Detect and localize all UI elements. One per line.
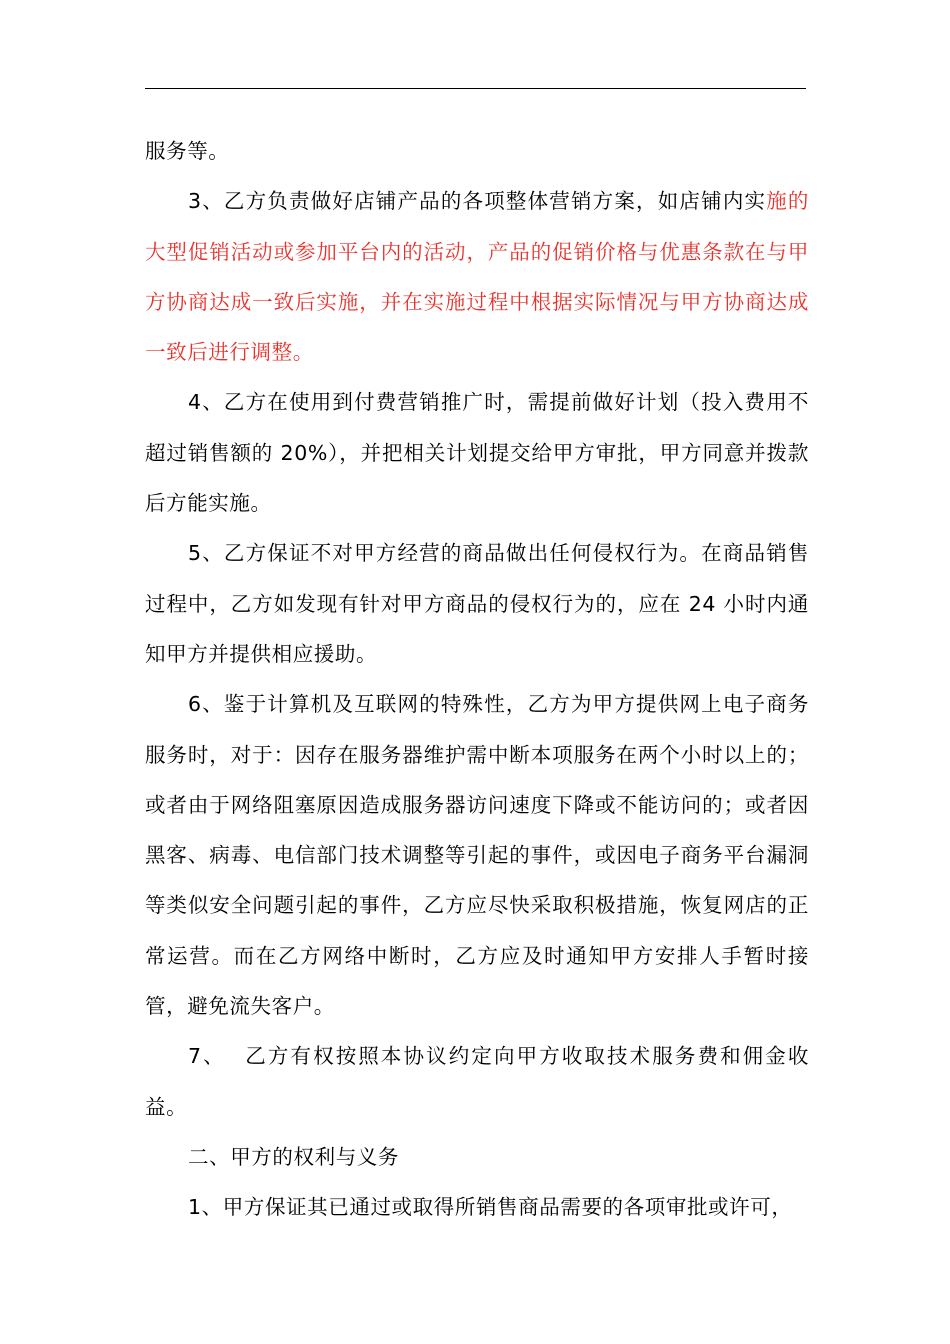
document-body <box>145 126 809 1233</box>
section-heading <box>145 1132 809 1182</box>
paragraph-continuation <box>145 126 809 176</box>
heading-text: 二、甲方的权利与义务 <box>188 1144 399 1169</box>
paragraph-clause-5 <box>145 528 809 679</box>
paragraph-text: 3、乙方负责做好店铺产品的各项整体营销方案，如店铺内实 <box>188 189 767 214</box>
paragraph-text: 5、乙方保证不对甲方经营的商品做出任何侵权行为。在商品销售过程中，乙方如发现有针对甲方商品的侵权行为的，应在 24 小时内通知甲方并提供相应援助。 <box>145 541 809 666</box>
paragraph-text: 乙方有权按照本协议约定向甲方收取技术服务费和佣金收益。 <box>145 1044 809 1119</box>
paragraph-clause-3 <box>145 176 809 377</box>
paragraph-text: 6、鉴于计算机及互联网的特殊性，乙方为甲方提供网上电子商务服务时，对于：因存在服务器维护需中断本项服务在两个小时以上的；或者由于网络阻塞原因造成服务器访问速度下降或不能访问的；或者因黑客、病毒、电信部门技术调整等引起的事件，或因电子商务平台漏洞等类似安全问题引起的事件，乙方应尽快采取积极措施，恢复网店的正常运营。而在乙方网络中断时，乙方应及时通知甲方安排人手暂时接管，避免流失客户。 <box>145 692 809 1019</box>
header-rule <box>145 88 806 89</box>
clause-number: 7、 <box>188 1044 226 1069</box>
paragraph-text: 1、甲方保证其已通过或取得所销售商品需要的各项审批或许可， <box>188 1195 793 1220</box>
paragraph-clause-4 <box>145 377 809 528</box>
highlighted-text: 施的大型促销活动或参加平台内的活动，产品的促销价格与优惠条款在与甲方协商达成一致后实施，并在实施过程中根据实际情况与甲方协商达成一致后进行调整。 <box>145 189 809 365</box>
paragraph-clause-1 <box>145 1182 809 1232</box>
paragraph-text: 服务等。 <box>145 139 230 163</box>
paragraph-clause-6 <box>145 679 809 1031</box>
paragraph-clause-7 <box>145 1031 809 1132</box>
paragraph-text: 4、乙方在使用到付费营销推广时，需提前做好计划（投入费用不超过销售额的 20%），并把相关计划提交给甲方审批，甲方同意并拨款后方能实施。 <box>145 390 809 516</box>
